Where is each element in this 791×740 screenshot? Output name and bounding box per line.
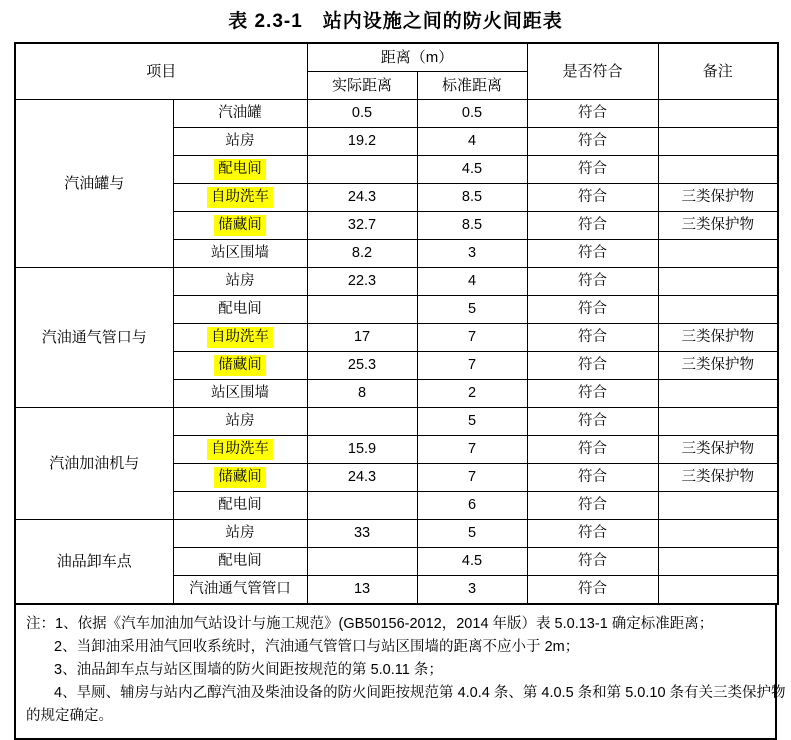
remark-text: 三类保护物 bbox=[658, 436, 778, 464]
conform-status: 符合 bbox=[527, 576, 658, 605]
actual-distance: 24.3 bbox=[307, 464, 417, 492]
remark-text bbox=[658, 380, 778, 408]
header-item: 项目 bbox=[15, 43, 307, 100]
note-line: 4、旱厕、辅房与站内乙醇汽油及柴油设备的防火间距按规范第 4.0.4 条、第 4.0.5 条和第 5.0.10 条有关三类保护物 bbox=[54, 685, 786, 701]
table-row bbox=[15, 520, 778, 548]
actual-distance bbox=[307, 296, 417, 324]
facility-name bbox=[173, 352, 307, 380]
facility-name: 站房 bbox=[173, 128, 307, 156]
facility-name: 汽油通气管管口 bbox=[173, 576, 307, 605]
conform-status: 符合 bbox=[527, 212, 658, 240]
highlighted-text: 自助洗车 bbox=[207, 327, 273, 348]
actual-distance: 22.3 bbox=[307, 268, 417, 296]
facility-name: 站区围墙 bbox=[173, 240, 307, 268]
header-row-1 bbox=[15, 43, 778, 72]
highlighted-text: 自助洗车 bbox=[207, 187, 273, 208]
facility-name bbox=[173, 324, 307, 352]
standard-distance: 0.5 bbox=[417, 100, 527, 128]
conform-status: 符合 bbox=[527, 296, 658, 324]
remark-text bbox=[658, 548, 778, 576]
group-label: 汽油罐与 bbox=[15, 100, 173, 268]
note-line: 注：1、依据《汽车加油加气站设计与施工规范》(GB50156-2012，2014 年版）表 5.0.13-1 确定标准距离； bbox=[26, 616, 714, 632]
remark-text: 三类保护物 bbox=[658, 352, 778, 380]
group-label: 汽油加油机与 bbox=[15, 408, 173, 520]
header-conform: 是否符合 bbox=[527, 43, 658, 100]
actual-distance bbox=[307, 548, 417, 576]
standard-distance: 8.5 bbox=[417, 212, 527, 240]
highlighted-text: 自助洗车 bbox=[207, 439, 273, 460]
standard-distance: 5 bbox=[417, 296, 527, 324]
highlighted-text: 配电间 bbox=[214, 159, 266, 180]
conform-status: 符合 bbox=[527, 492, 658, 520]
remark-text bbox=[658, 408, 778, 436]
standard-distance: 6 bbox=[417, 492, 527, 520]
actual-distance: 15.9 bbox=[307, 436, 417, 464]
conform-status: 符合 bbox=[527, 380, 658, 408]
facility-name: 配电间 bbox=[173, 548, 307, 576]
standard-distance: 4.5 bbox=[417, 156, 527, 184]
actual-distance bbox=[307, 156, 417, 184]
conform-status: 符合 bbox=[527, 436, 658, 464]
facility-name bbox=[173, 436, 307, 464]
actual-distance: 24.3 bbox=[307, 184, 417, 212]
facility-name: 汽油罐 bbox=[173, 100, 307, 128]
facility-name: 站房 bbox=[173, 520, 307, 548]
actual-distance: 33 bbox=[307, 520, 417, 548]
standard-distance: 8.5 bbox=[417, 184, 527, 212]
note-line: 3、油品卸车点与站区围墙的防火间距按规范的第 5.0.11 条； bbox=[54, 662, 443, 678]
conform-status: 符合 bbox=[527, 464, 658, 492]
standard-distance: 7 bbox=[417, 436, 527, 464]
facility-name bbox=[173, 156, 307, 184]
actual-distance: 19.2 bbox=[307, 128, 417, 156]
highlighted-text: 储藏间 bbox=[214, 467, 266, 488]
remark-text bbox=[658, 576, 778, 605]
facility-name bbox=[173, 184, 307, 212]
facility-name: 站区围墙 bbox=[173, 380, 307, 408]
standard-distance: 2 bbox=[417, 380, 527, 408]
standard-distance: 3 bbox=[417, 576, 527, 605]
remark-text bbox=[658, 240, 778, 268]
table-notes bbox=[14, 605, 786, 740]
conform-status: 符合 bbox=[527, 352, 658, 380]
standard-distance: 7 bbox=[417, 324, 527, 352]
remark-text bbox=[658, 156, 778, 184]
remark-text bbox=[658, 520, 778, 548]
facility-name bbox=[173, 212, 307, 240]
table-row bbox=[15, 268, 778, 296]
group-label: 油品卸车点 bbox=[15, 520, 173, 605]
facility-name: 配电间 bbox=[173, 296, 307, 324]
standard-distance: 4 bbox=[417, 268, 527, 296]
remark-text: 三类保护物 bbox=[658, 324, 778, 352]
note-line: 的规定确定。 bbox=[26, 708, 113, 724]
conform-status: 符合 bbox=[527, 240, 658, 268]
facility-name: 站房 bbox=[173, 408, 307, 436]
header-standard: 标准距离 bbox=[417, 72, 527, 100]
table-header bbox=[15, 43, 778, 100]
facility-name: 配电间 bbox=[173, 492, 307, 520]
standard-distance: 7 bbox=[417, 352, 527, 380]
remark-text bbox=[658, 100, 778, 128]
group-label: 汽油通气管口与 bbox=[15, 268, 173, 408]
remark-text: 三类保护物 bbox=[658, 212, 778, 240]
highlighted-text: 储藏间 bbox=[214, 215, 266, 236]
page-title: 表 2.3-1 站内设施之间的防火间距表 bbox=[228, 11, 563, 32]
header-distance: 距离（m） bbox=[307, 43, 527, 72]
table-row bbox=[15, 100, 778, 128]
header-actual: 实际距离 bbox=[307, 72, 417, 100]
remark-text bbox=[658, 296, 778, 324]
highlighted-text: 储藏间 bbox=[214, 355, 266, 376]
conform-status: 符合 bbox=[527, 324, 658, 352]
actual-distance: 25.3 bbox=[307, 352, 417, 380]
facility-name bbox=[173, 464, 307, 492]
conform-status: 符合 bbox=[527, 184, 658, 212]
standard-distance: 3 bbox=[417, 240, 527, 268]
actual-distance: 8 bbox=[307, 380, 417, 408]
conform-status: 符合 bbox=[527, 156, 658, 184]
note-line: 2、当卸油采用油气回收系统时，汽油通气管管口与站区围墙的距离不应小于 2m； bbox=[54, 639, 580, 655]
conform-status: 符合 bbox=[527, 100, 658, 128]
remark-text bbox=[658, 268, 778, 296]
actual-distance: 17 bbox=[307, 324, 417, 352]
actual-distance bbox=[307, 408, 417, 436]
table-body bbox=[15, 100, 778, 605]
header-remark: 备注 bbox=[658, 43, 778, 100]
remark-text: 三类保护物 bbox=[658, 184, 778, 212]
conform-status: 符合 bbox=[527, 548, 658, 576]
remark-text bbox=[658, 128, 778, 156]
standard-distance: 7 bbox=[417, 464, 527, 492]
standard-distance: 4.5 bbox=[417, 548, 527, 576]
actual-distance bbox=[307, 492, 417, 520]
standard-distance: 4 bbox=[417, 128, 527, 156]
remark-text: 三类保护物 bbox=[658, 464, 778, 492]
actual-distance: 32.7 bbox=[307, 212, 417, 240]
actual-distance: 0.5 bbox=[307, 100, 417, 128]
actual-distance: 13 bbox=[307, 576, 417, 605]
conform-status: 符合 bbox=[527, 268, 658, 296]
table-row bbox=[15, 408, 778, 436]
conform-status: 符合 bbox=[527, 128, 658, 156]
standard-distance: 5 bbox=[417, 408, 527, 436]
conform-status: 符合 bbox=[527, 520, 658, 548]
remark-text bbox=[658, 492, 778, 520]
conform-status: 符合 bbox=[527, 408, 658, 436]
standard-distance: 5 bbox=[417, 520, 527, 548]
actual-distance: 8.2 bbox=[307, 240, 417, 268]
facility-name: 站房 bbox=[173, 268, 307, 296]
fire-distance-table bbox=[14, 42, 779, 605]
